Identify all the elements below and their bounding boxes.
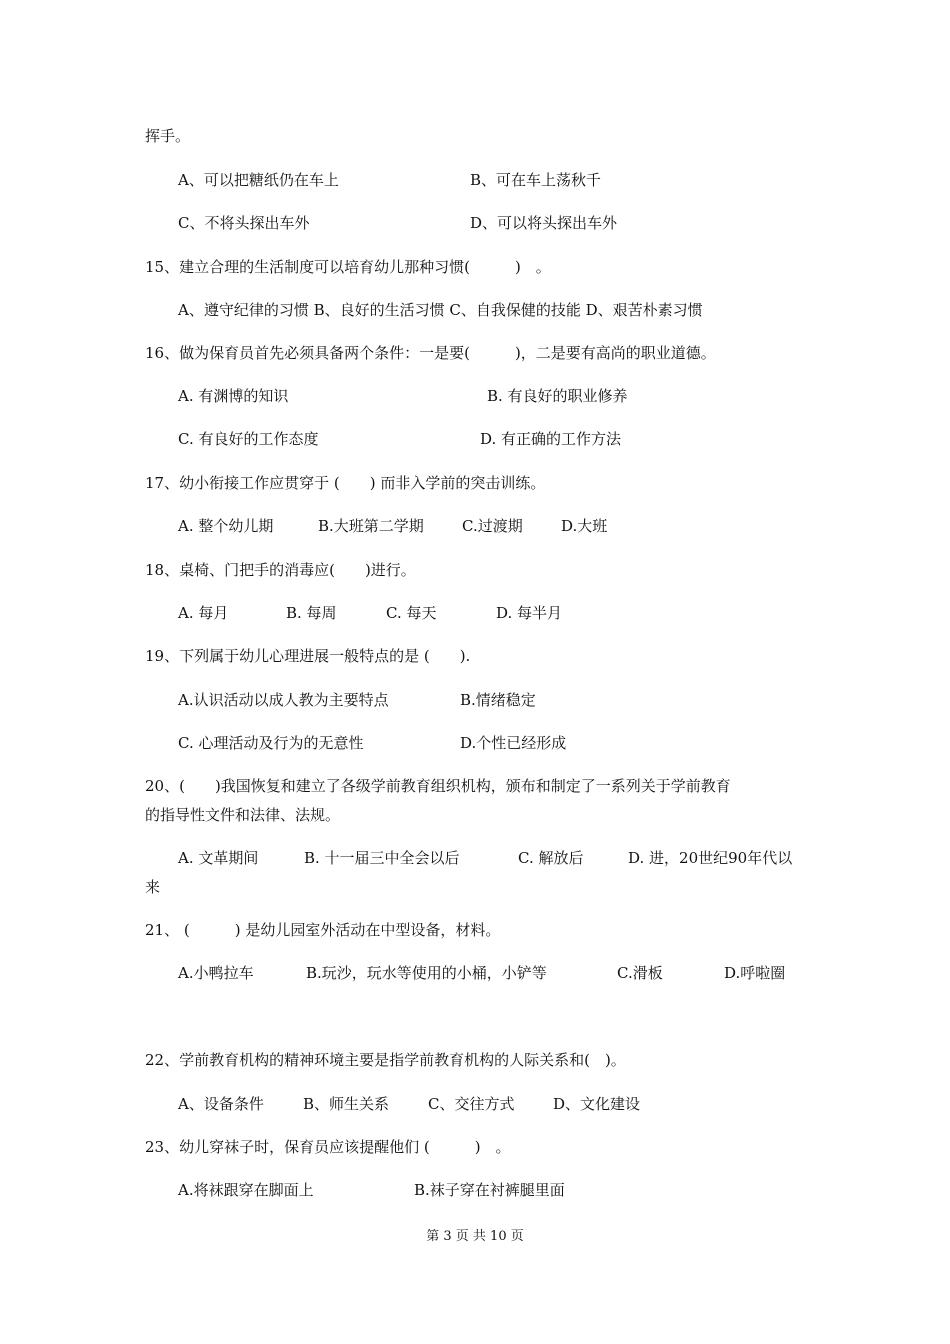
option-b: B.玩沙，玩水等使用的小桶，小铲等 bbox=[306, 964, 547, 982]
option-c: C. 解放后 bbox=[518, 849, 584, 867]
continuation-text: 挥手。 bbox=[145, 127, 191, 145]
question-stem: 21、 ( ) 是幼儿园室外活动在中型设备，材料。 bbox=[145, 921, 501, 939]
option-b: B.情绪稳定 bbox=[460, 691, 536, 709]
option-d: D.大班 bbox=[561, 517, 608, 535]
option-a: A、设备条件 bbox=[178, 1095, 264, 1113]
question-stem-line-2: 的指导性文件和法律、法规。 bbox=[145, 806, 341, 824]
option-row: A、遵守纪律的习惯 B、良好的生活习惯 C、自我保健的技能 D、艰苦朴素习惯 bbox=[178, 301, 703, 319]
question-stem: 22、学前教育机构的精神环境主要是指学前教育机构的人际关系和( )。 bbox=[145, 1051, 626, 1069]
option-c: C.过渡期 bbox=[462, 517, 523, 535]
option-c: C、不将头探出车外 bbox=[178, 214, 310, 232]
option-a: A.认识活动以成人教为主要特点 bbox=[178, 691, 389, 709]
option-a: A. 每月 bbox=[178, 604, 229, 622]
option-b: B、可在车上荡秋千 bbox=[470, 171, 602, 189]
option-a: A.将袜跟穿在脚面上 bbox=[178, 1181, 314, 1199]
question-stem: 17、幼小衔接工作应贯穿于 ( ) 而非入学前的突击训练。 bbox=[145, 474, 546, 492]
option-a: A. 文革期间 bbox=[178, 849, 259, 867]
question-stem: 15、建立合理的生活制度可以培育幼儿那种习惯( ) 。 bbox=[145, 258, 551, 276]
question-stem-line-1: 20、( )我国恢复和建立了各级学前教育组织机构，颁布和制定了一系列关于学前教育 bbox=[145, 777, 731, 795]
option-a: A. 有渊博的知识 bbox=[178, 387, 289, 405]
option-b: B.袜子穿在衬裤腿里面 bbox=[414, 1181, 565, 1199]
option-a: A、可以把糖纸仍在车上 bbox=[178, 171, 339, 189]
option-c: C、交往方式 bbox=[428, 1095, 515, 1113]
option-d: D.呼啦圈 bbox=[724, 964, 786, 982]
option-a: A.小鸭拉车 bbox=[178, 964, 254, 982]
option-b: B、师生关系 bbox=[303, 1095, 390, 1113]
question-stem: 16、做为保育员首先必须具备两个条件：一是要( )，二是要有高尚的职业道德。 bbox=[145, 344, 716, 362]
page-footer: 第 3 页 共 10 页 bbox=[426, 1229, 524, 1244]
question-stem: 19、下列属于幼儿心理进展一般特点的是 ( ). bbox=[145, 647, 471, 665]
option-d-continuation: 来 bbox=[145, 878, 161, 896]
option-b: B. 每周 bbox=[286, 604, 337, 622]
option-b: B. 有良好的职业修养 bbox=[487, 387, 628, 405]
option-c: C. 心理活动及行为的无意性 bbox=[178, 734, 364, 752]
option-c: C.滑板 bbox=[617, 964, 663, 982]
option-c: C. 每天 bbox=[386, 604, 437, 622]
option-a: A. 整个幼儿期 bbox=[178, 517, 274, 535]
option-d: D. 有正确的工作方法 bbox=[480, 430, 622, 448]
question-stem: 23、幼儿穿袜子时，保育员应该提醒他们 ( ) 。 bbox=[145, 1138, 511, 1156]
question-stem: 18、桌椅、门把手的消毒应( )进行。 bbox=[145, 561, 416, 579]
option-d: D.个性已经形成 bbox=[460, 734, 567, 752]
option-c: C. 有良好的工作态度 bbox=[178, 430, 319, 448]
option-b: B. 十一届三中全会以后 bbox=[304, 849, 460, 867]
option-b: B.大班第二学期 bbox=[318, 517, 424, 535]
option-d: D. 进，20世纪90年代以 bbox=[628, 849, 793, 867]
option-d: D、文化建设 bbox=[553, 1095, 641, 1113]
option-d: D. 每半月 bbox=[496, 604, 563, 622]
option-d: D、可以将头探出车外 bbox=[470, 214, 618, 232]
